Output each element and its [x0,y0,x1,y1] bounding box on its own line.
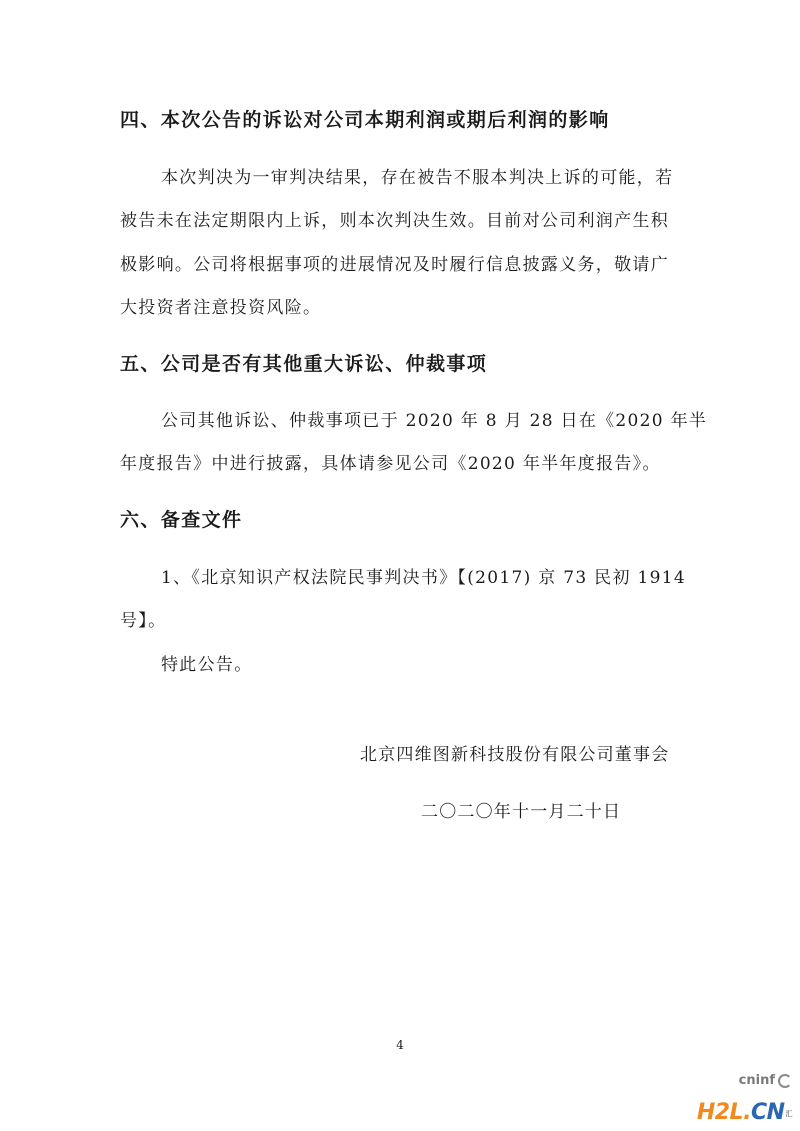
section-5-heading: 五、公司是否有其他重大诉讼、仲裁事项 [120,353,488,375]
closing-statement: 特此公告。 [161,655,253,675]
watermark-brand [697,1100,792,1125]
section-4-line-2: 被告未在法定期限内上诉，则本次判决生效。目前对公司利润产生积 [120,211,669,231]
signature-company: 北京四维图新科技股份有限公司董事会 [360,745,670,765]
section-6-heading: 六、备查文件 [120,509,243,531]
section-6-line-1: 1、《北京知识产权法院民事判决书》【(2017) 京 73 民初 1914 [161,568,686,588]
watermark-sup: 汇 [785,1110,792,1118]
watermark-top-text: cninf [738,1073,775,1088]
watermark-tld: CN [750,1100,785,1125]
section-5-line-1: 公司其他诉讼、仲裁事项已于 2020 年 8 月 28 日在《2020 年半 [161,411,708,431]
watermark-main: H2L [696,1100,744,1125]
section-6-line-2: 号】。 [120,611,167,631]
section-4-line-3: 极影响。公司将根据事项的进展情况及时履行信息披露义务，敬请广 [120,255,669,275]
watermark-top [739,1073,792,1088]
section-4-heading: 四、本次公告的诉讼对公司本期利润或期后利润的影响 [120,109,610,131]
section-4-line-1: 本次判决为一审判决结果，存在被告不服本判决上诉的可能，若 [161,168,674,188]
section-5-line-2: 年度报告》中进行披露，具体请参见公司《2020 年半年度报告》。 [120,454,661,474]
page-number: 4 [396,1038,404,1052]
watermark-dot: . [743,1100,751,1125]
signature-date: 二〇二〇年十一月二十日 [421,802,622,822]
watermark-logo [696,1073,792,1125]
swirl-icon [778,1074,792,1088]
section-4-line-4: 大投资者注意投资风险。 [120,298,322,318]
